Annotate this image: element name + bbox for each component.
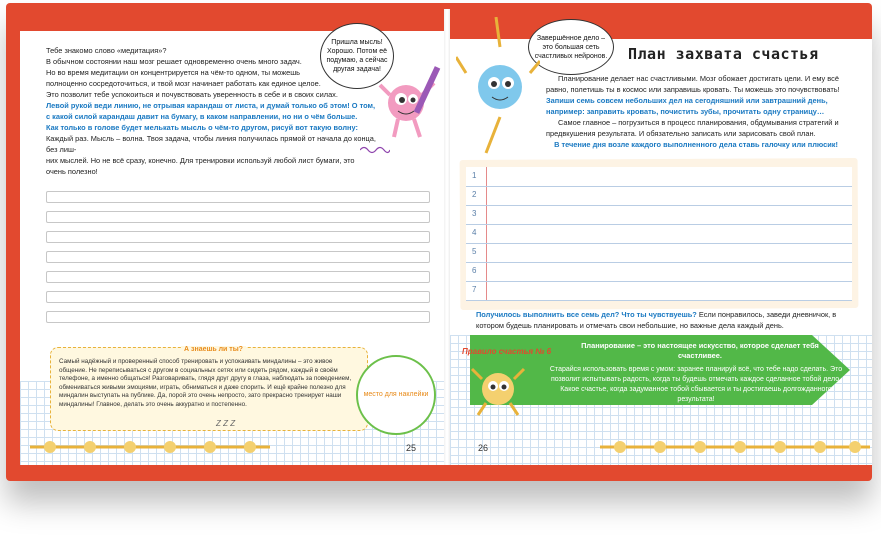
tip-box [50, 347, 368, 431]
instruction-line: них мыслей. Но не всё сразу, конечно. Для тренировки используй любой лист бумаги, это очень полезно! [46, 156, 355, 176]
plan-row[interactable] [466, 243, 852, 263]
question: Получилось выполнить все семь дел? Что ты чувствуешь? [476, 310, 697, 319]
plan-row[interactable] [466, 205, 852, 225]
instruction-line: Каждый раз. Мысль – волна. Твоя задача, чтобы линия получилась прямой от начала до конца, без лиш- [46, 134, 376, 154]
plan-row[interactable] [466, 281, 852, 301]
question-text [476, 309, 856, 331]
drawing-line[interactable] [46, 231, 430, 243]
intro-line: В обычном состоянии наш мозг решает одновременно очень много задач. [46, 57, 302, 66]
intro-line: Но во время медитации он концентрируется на чём-то одном, ты можешь [46, 68, 301, 77]
right-body-text [546, 73, 846, 150]
rule-label: Правило счастья № 6 [462, 347, 552, 356]
blue-neuron-character [456, 17, 540, 157]
row-number: 7 [472, 285, 477, 294]
left-page [20, 9, 444, 465]
para2: Самое главное – погрузиться в процесс планирования, обдумывания стратегий и предвкушения результата. И обязательно записать или зарисовать свой план. [546, 118, 839, 138]
tip-title: А знаешь ли ты? [181, 346, 246, 353]
yellow-neuron-character [468, 359, 528, 419]
para-blue: Запиши семь совсем небольших дел на сегодняшний или завтрашний день, например: заправить кровать, почистить зубы, прочитать одну страницу… [546, 96, 828, 116]
sticker-place[interactable]: место для наклейки [356, 355, 436, 435]
open-book [6, 3, 872, 481]
plan-row[interactable] [466, 186, 852, 206]
pink-neuron-character [376, 65, 442, 151]
plan-row[interactable] [466, 262, 852, 282]
row-number: 5 [472, 247, 477, 256]
row-number: 2 [472, 190, 477, 199]
page-number-left: 25 [406, 443, 417, 453]
row-number: 6 [472, 266, 477, 275]
drawing-line[interactable] [46, 271, 430, 283]
right-page [450, 9, 872, 465]
drawing-line[interactable] [46, 191, 430, 203]
intro-line: Это позволит тебе успокоиться и почувствовать уверенность в себе и в своих силах. [46, 90, 338, 99]
intro-line: Тебе знакомо слово «медитация»? [46, 46, 167, 55]
intro-line: полноценно сосредоточиться, и твой мозг начинает работать как единое целое. [46, 79, 321, 88]
sleep-zzz: Z Z Z [216, 419, 236, 428]
instruction-line: с какой силой карандаш давит на бумагу, в каком направлении, но ни о чём больше. [46, 112, 358, 121]
neuron-chain-illustration-right [600, 433, 870, 461]
drawing-line[interactable] [46, 291, 430, 303]
para-blue2: В течение дня возле каждого выполненного дела ставь галочку или плюсик! [554, 140, 838, 149]
row-number: 3 [472, 209, 477, 218]
drawing-line[interactable] [46, 211, 430, 223]
para1: Планирование делает нас счастливыми. Мозг обожает достигать цели. И ему всё равно, полетишь ты в космос или заправишь кровать. Ты можешь это почувствовать! [546, 74, 840, 94]
row-number: 4 [472, 228, 477, 237]
question-rest: Если понравилось, заведи дневничок, в котором будешь планировать и отмечать свои небольшие, но важные дела каждый день. [476, 310, 837, 330]
banner-title: Планирование – это настоящее искусство, которое сделает тебя счастливее. [581, 341, 819, 360]
thought-bubble-right: Завершённое дело – это большая сеть счастливых нейронов. [528, 19, 614, 75]
instruction-line: Левой рукой веди линию, не отрывая карандаш от листа, и думай только об этом! О том, [46, 101, 376, 110]
wave-example-icon [360, 145, 390, 155]
intro-text [46, 45, 376, 177]
tip-text: Самый надёжный и проверенный способ тренировать и успокаивать миндалины – это живое общение. Не переписываться с другом в социальных сетях или сидеть рядом, каждый в своём телефоне, а именно общаться! Разговаривать, глядя друг другу в глаза, наблюдать за поведением, обмениваться живыми эмоциями, играть, обниматься и даже спорить. И ещё крайне полезно для миндалин выступать на публике. Да, порой это очень непросто, зато прекрасно тренирует наши миндалины! Главное, делать это очень аккуратно и постепенно. [59, 358, 352, 408]
left-top-band [20, 9, 444, 31]
row-number: 1 [472, 171, 477, 180]
thought-bubble-left: Пришла мысль! Хорошо. Потом её подумаю, а сейчас другая задача! [320, 23, 394, 89]
drawing-line[interactable] [46, 311, 430, 323]
instruction-line: Как только в голове будет мелькать мысль о чём-то другом, рисуй вот такую волну: [46, 123, 358, 132]
plan-row[interactable] [466, 224, 852, 244]
drawing-line[interactable] [46, 251, 430, 263]
banner-text: Старайся использовать время с умом: заранее планируй всё, что тебе надо сделать. Это позволит испытывать радость, когда ты будешь отмечать каждое сделанное тобой дело. Какое счастье, когда задуманное тобой сбывается и ты достигаешь долгожданного результата! [549, 366, 843, 403]
plan-list [466, 167, 852, 301]
plan-row[interactable] [466, 167, 852, 187]
page-number-right: 26 [478, 443, 489, 453]
page-title: План захвата счастья [628, 45, 819, 63]
neuron-chain-illustration [30, 433, 270, 461]
